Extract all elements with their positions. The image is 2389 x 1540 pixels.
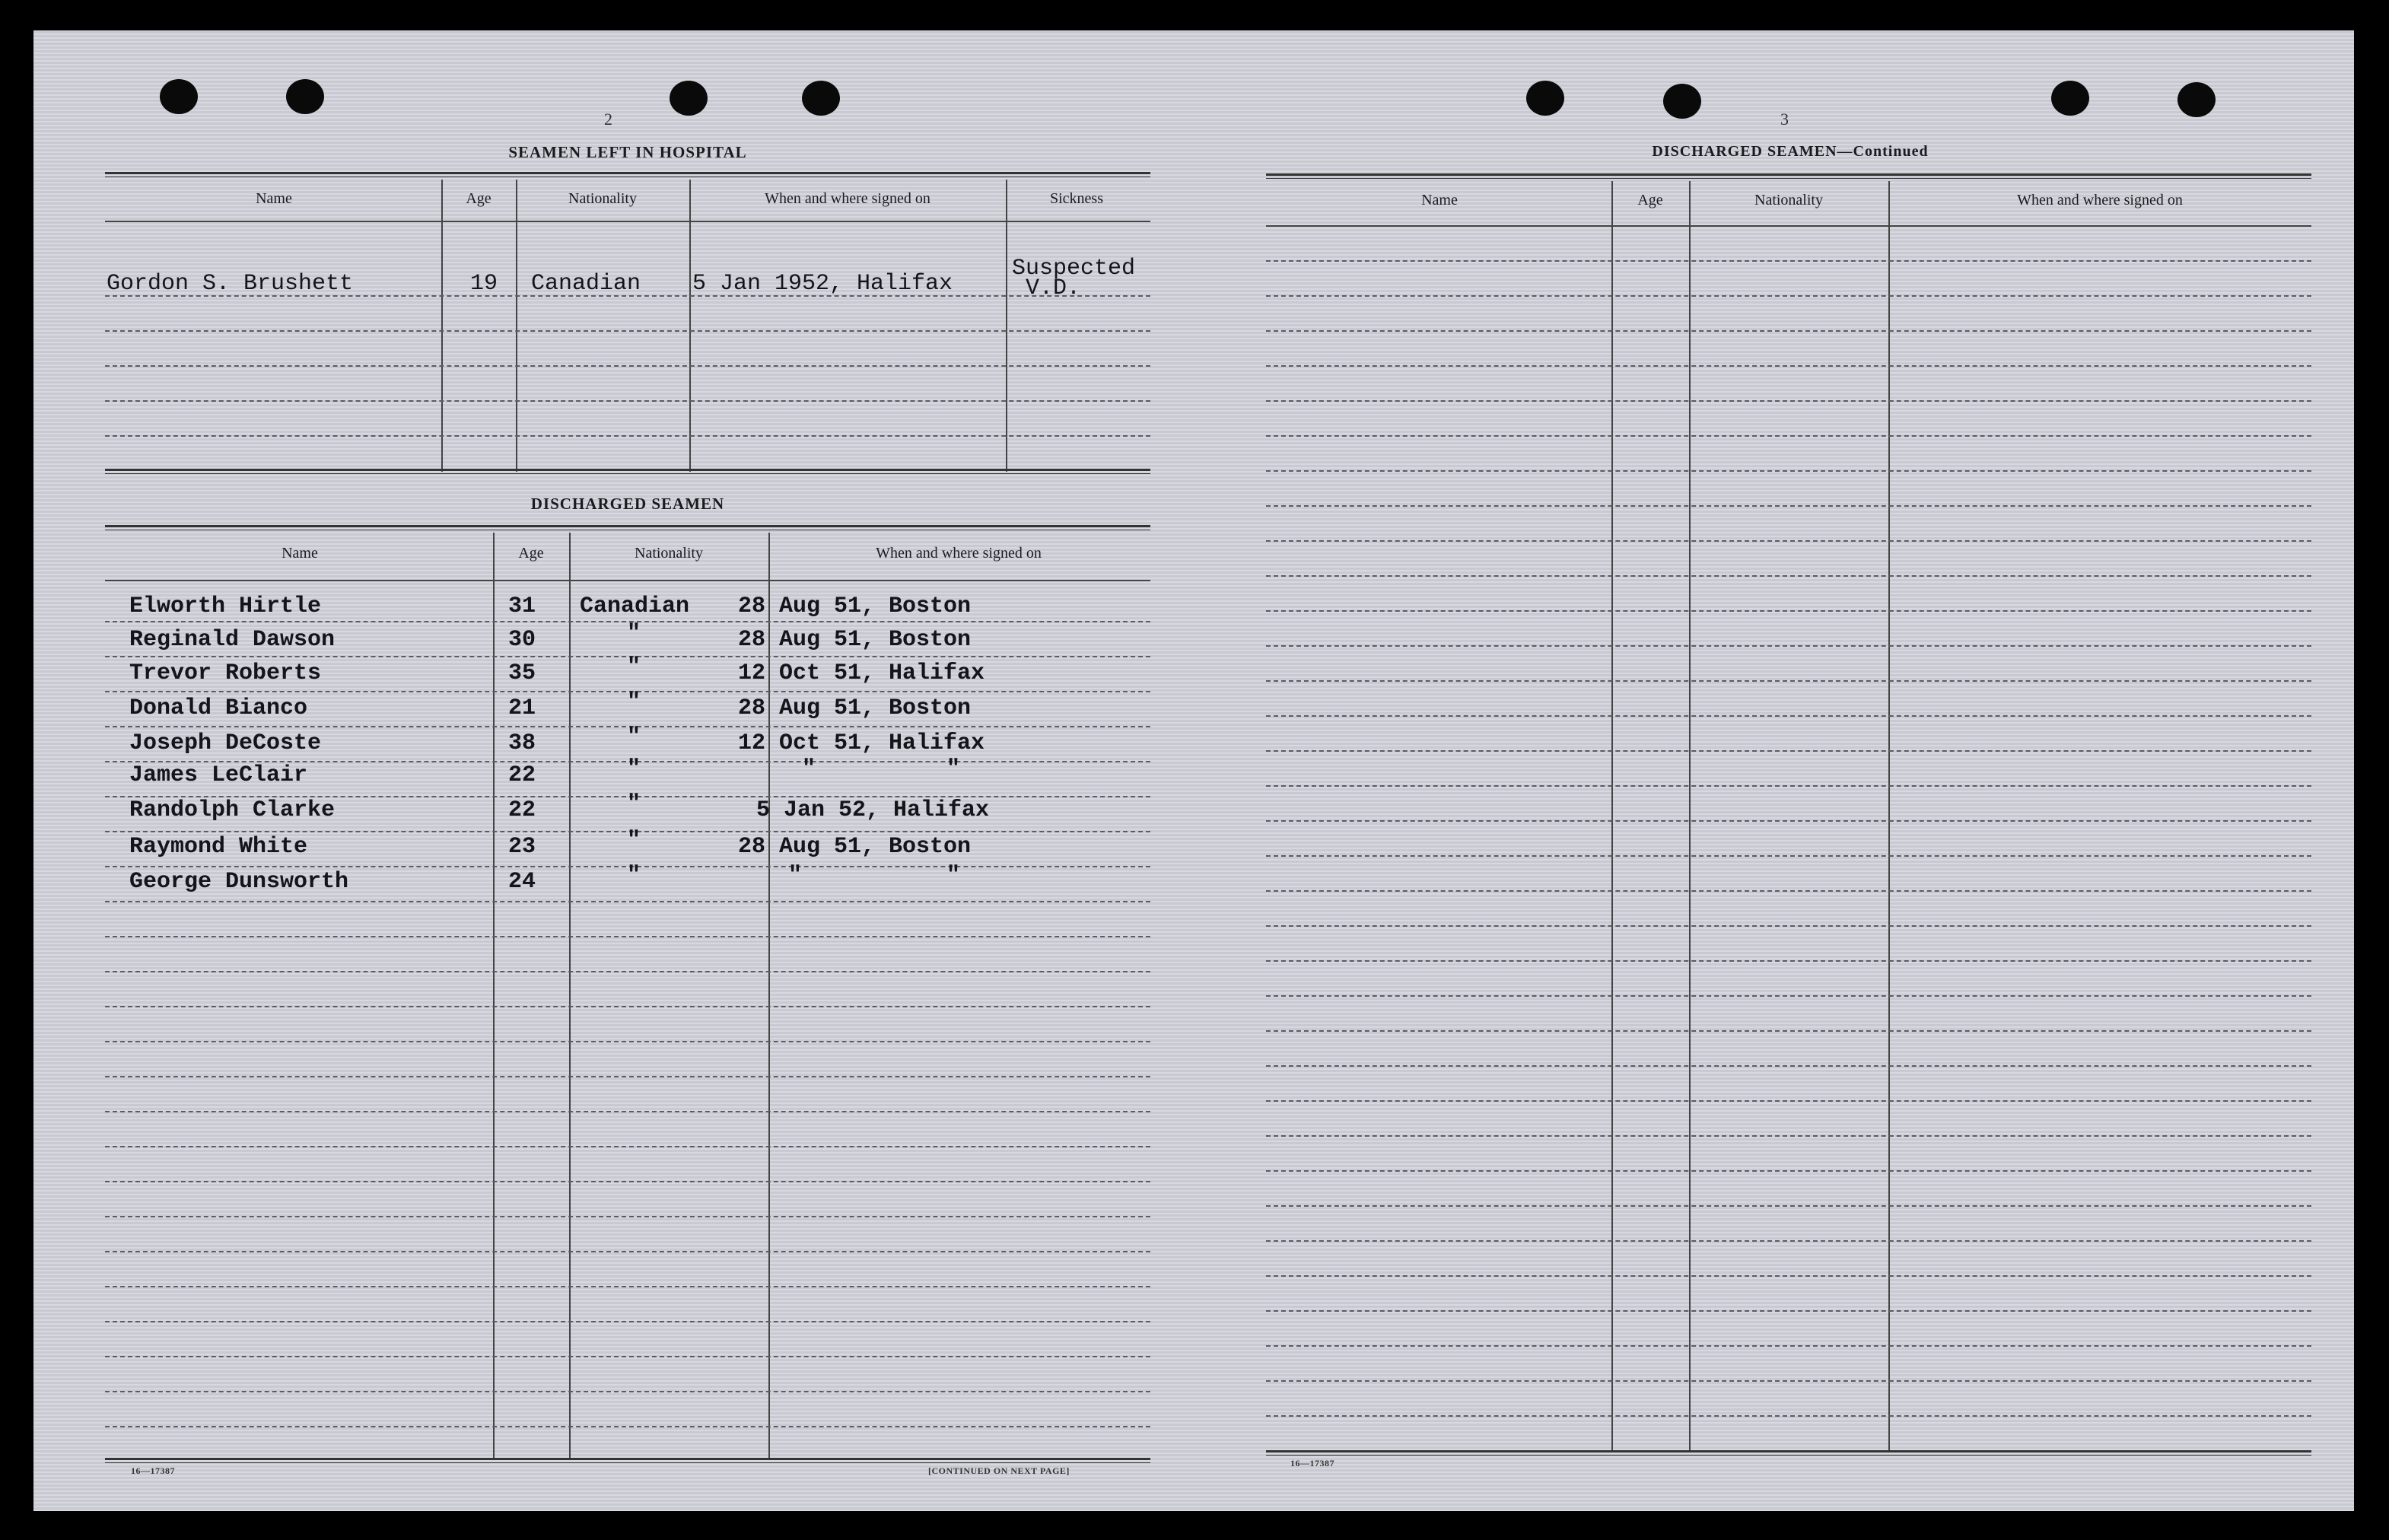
discharged-signed-on-ditto: " <box>788 863 803 889</box>
hospital-header-nationality: Nationality <box>568 190 637 207</box>
continued-note: [CONTINUED ON NEXT PAGE] <box>928 1465 1070 1476</box>
discharged-nationality: " <box>627 756 641 782</box>
right-row-line <box>1266 645 2311 647</box>
hospital-col-divider <box>1006 180 1007 472</box>
right-row-line <box>1266 260 2311 262</box>
hospital-header-rule <box>105 221 1150 222</box>
hospital-row-sickness-1: Suspected <box>1012 256 1136 282</box>
right-header-rule <box>1266 225 2311 227</box>
discharged-header-nationality: Nationality <box>635 545 703 562</box>
right-row-line <box>1266 960 2311 962</box>
right-row-line <box>1266 1380 2311 1382</box>
discharged-age: 23 <box>508 834 536 860</box>
discharged-age: 22 <box>508 797 536 823</box>
right-header-nationality: Nationality <box>1754 192 1823 208</box>
punch-hole <box>160 79 198 114</box>
discharged-signed-on: 28 Aug 51, Boston <box>738 834 972 860</box>
discharged-header-age: Age <box>518 545 544 562</box>
hospital-bottom-rule <box>105 469 1150 474</box>
discharged-name: Donald Bianco <box>129 695 308 721</box>
hospital-header-name: Name <box>256 190 292 207</box>
form-number-left: 16—17387 <box>131 1465 175 1476</box>
right-row-line <box>1266 540 2311 542</box>
hospital-row-name: Gordon S. Brushett <box>107 271 354 297</box>
punch-hole <box>2051 81 2089 116</box>
discharged-nationality: " <box>627 791 641 817</box>
discharged-age: 22 <box>508 762 536 788</box>
right-row-line <box>1266 435 2311 437</box>
right-row-line <box>1266 855 2311 857</box>
right-bottom-rule <box>1266 1450 2311 1456</box>
right-row-line <box>1266 890 2311 892</box>
right-header-signed-on: When and where signed on <box>2017 192 2183 208</box>
hospital-header-signed-on: When and where signed on <box>765 190 930 207</box>
discharged-row-line <box>105 1391 1150 1392</box>
discharged-nationality: Canadian <box>580 593 690 619</box>
discharged-nationality: " <box>627 621 641 647</box>
discharged-signed-on-ditto: " <box>802 756 816 782</box>
discharged-name: Elworth Hirtle <box>129 593 322 619</box>
right-row-line <box>1266 1275 2311 1277</box>
right-row-line <box>1266 295 2311 297</box>
right-row-line <box>1266 1100 2311 1102</box>
hospital-col-divider <box>516 180 517 472</box>
discharged-name: Reginald Dawson <box>129 627 336 653</box>
page-number-right: 3 <box>1780 110 1789 129</box>
right-row-line <box>1266 1205 2311 1207</box>
right-row-line <box>1266 995 2311 997</box>
right-header-age: Age <box>1637 192 1663 208</box>
discharged-nationality: " <box>627 654 641 680</box>
discharged-nationality: " <box>627 828 641 854</box>
hospital-section-title: SEAMEN LEFT IN HOSPITAL <box>508 143 747 161</box>
discharged-row-line <box>105 1426 1150 1427</box>
right-row-line <box>1266 820 2311 822</box>
right-row-line <box>1266 470 2311 472</box>
discharged-name: Raymond White <box>129 834 308 860</box>
hospital-header-sickness: Sickness <box>1050 190 1103 207</box>
right-row-line <box>1266 330 2311 332</box>
discharged-row-line <box>105 1181 1150 1182</box>
discharged-row-line <box>105 1216 1150 1217</box>
right-row-line <box>1266 785 2311 787</box>
discharged-signed-on-ditto: " <box>946 863 961 889</box>
discharged-nationality: " <box>627 724 641 750</box>
discharged-name: George Dunsworth <box>129 869 349 895</box>
discharged-top-rule <box>105 525 1150 530</box>
right-row-line <box>1266 925 2311 927</box>
discharged-section-title: DISCHARGED SEAMEN <box>530 495 725 513</box>
right-row-line <box>1266 1415 2311 1417</box>
discharged-row-line <box>105 901 1150 902</box>
right-row-line <box>1266 575 2311 577</box>
right-row-line <box>1266 400 2311 402</box>
punch-hole <box>802 81 840 116</box>
right-col-divider <box>1689 181 1691 1452</box>
right-header-name: Name <box>1421 192 1458 208</box>
discharged-nationality: " <box>627 689 641 715</box>
right-row-line <box>1266 680 2311 682</box>
discharged-age: 31 <box>508 593 536 619</box>
right-col-divider <box>1611 181 1613 1452</box>
discharged-row-line <box>105 1356 1150 1357</box>
discharged-age: 30 <box>508 627 536 653</box>
discharged-age: 21 <box>508 695 536 721</box>
discharged-age: 38 <box>508 730 536 756</box>
discharged-row-line <box>105 1111 1150 1112</box>
right-col-divider <box>1888 181 1890 1452</box>
discharged-name: Randolph Clarke <box>129 797 336 823</box>
hospital-row-sickness-2: V.D. <box>1026 275 1081 301</box>
continued-section-title: DISCHARGED SEAMEN—Continued <box>1652 143 1929 160</box>
punch-hole <box>286 79 324 114</box>
discharged-age: 35 <box>508 660 536 686</box>
right-row-line <box>1266 715 2311 717</box>
hospital-row-line <box>105 330 1150 332</box>
punch-hole <box>2177 82 2216 117</box>
discharged-row-line <box>105 1006 1150 1007</box>
punch-hole <box>1663 84 1701 119</box>
page-number-left: 2 <box>604 110 612 129</box>
right-row-line <box>1266 365 2311 367</box>
discharged-row-line <box>105 936 1150 937</box>
form-number-right: 16—17387 <box>1290 1458 1334 1468</box>
right-row-line <box>1266 750 2311 752</box>
hospital-col-divider <box>689 180 691 472</box>
discharged-row-line <box>105 1251 1150 1252</box>
discharged-signed-on: 28 Aug 51, Boston <box>738 627 972 653</box>
right-row-line <box>1266 1240 2311 1242</box>
discharged-name: Trevor Roberts <box>129 660 322 686</box>
discharged-name: Joseph DeCoste <box>129 730 322 756</box>
discharged-row-line <box>105 1076 1150 1077</box>
discharged-age: 24 <box>508 869 536 895</box>
discharged-signed-on: 5 Jan 52, Halifax <box>756 797 990 823</box>
hospital-row-signed-on: 5 Jan 1952, Halifax <box>692 271 953 297</box>
punch-hole <box>1526 81 1564 116</box>
right-row-line <box>1266 1135 2311 1137</box>
discharged-bottom-rule <box>105 1458 1150 1463</box>
discharged-name: James LeClair <box>129 762 308 788</box>
right-row-line <box>1266 1345 2311 1347</box>
right-row-line <box>1266 1170 2311 1172</box>
discharged-signed-on: 28 Aug 51, Boston <box>738 593 972 619</box>
right-row-line <box>1266 1030 2311 1032</box>
hospital-col-divider <box>441 180 443 472</box>
right-top-rule <box>1266 173 2311 179</box>
discharged-signed-on: 28 Aug 51, Boston <box>738 695 972 721</box>
discharged-header-signed-on: When and where signed on <box>876 545 1042 562</box>
discharged-header-rule <box>105 580 1150 581</box>
punch-hole <box>670 81 708 116</box>
right-row-line <box>1266 610 2311 612</box>
right-row-line <box>1266 1310 2311 1312</box>
hospital-row-line <box>105 435 1150 437</box>
hospital-row-age: 19 <box>470 271 498 297</box>
document-page <box>33 30 2354 1511</box>
hospital-header-age: Age <box>466 190 491 207</box>
discharged-row-line <box>105 971 1150 972</box>
discharged-header-name: Name <box>282 545 318 562</box>
discharged-row-line <box>105 1041 1150 1042</box>
right-row-line <box>1266 1065 2311 1067</box>
discharged-row-line <box>105 1146 1150 1147</box>
hospital-top-rule <box>105 172 1150 177</box>
discharged-signed-on: 12 Oct 51, Halifax <box>738 730 985 756</box>
discharged-nationality: " <box>627 863 641 889</box>
hospital-row-nationality: Canadian <box>531 271 641 297</box>
discharged-row-line <box>105 1321 1150 1322</box>
hospital-row-line <box>105 400 1150 402</box>
hospital-row-line <box>105 365 1150 367</box>
discharged-row-line <box>105 1286 1150 1287</box>
discharged-signed-on-ditto: " <box>946 756 961 782</box>
discharged-signed-on: 12 Oct 51, Halifax <box>738 660 985 686</box>
right-row-line <box>1266 505 2311 507</box>
